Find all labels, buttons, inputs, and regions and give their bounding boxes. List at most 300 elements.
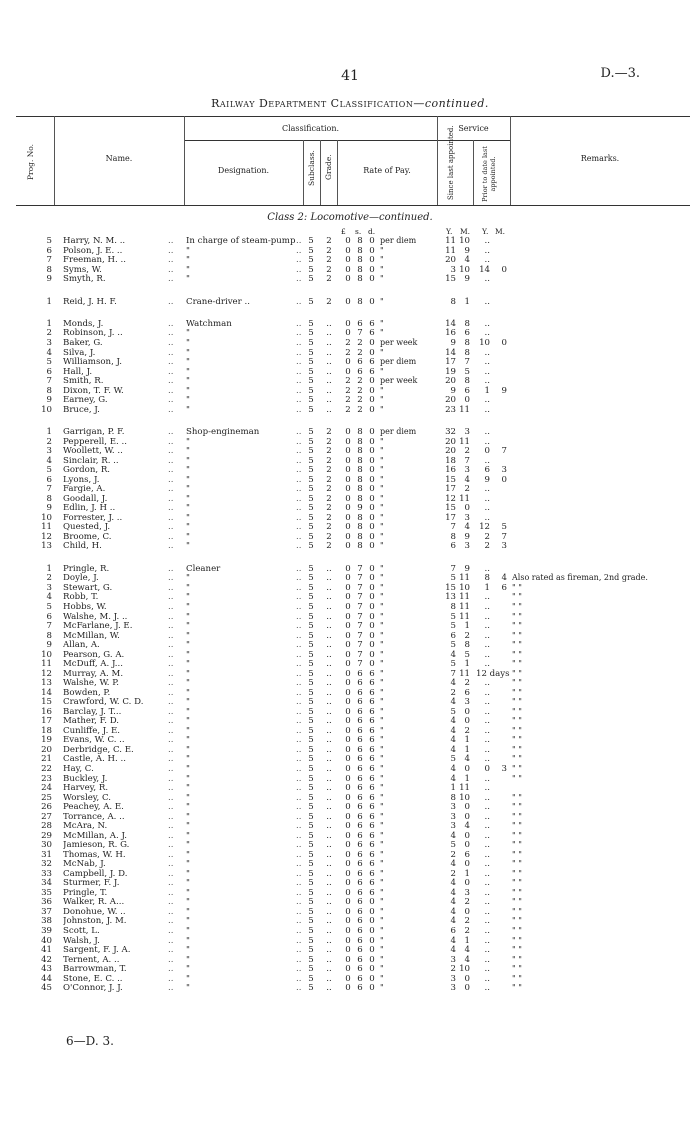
rate-unit-cell: " <box>380 849 384 859</box>
grade-cell: .. <box>326 602 332 612</box>
service-years-cell: 20 <box>445 446 456 457</box>
subclass-cell: 5 <box>308 503 314 514</box>
table-row <box>0 802 700 812</box>
rate-unit-cell: " <box>380 630 384 640</box>
remarks-cell: " " <box>512 735 522 745</box>
table-row <box>0 907 700 917</box>
prog-no-cell: 39 <box>41 926 52 936</box>
name-cell: Edlin, J. H .. <box>63 503 116 514</box>
grade-cell: .. <box>326 376 332 387</box>
grade-cell: .. <box>326 611 332 622</box>
shillings-cell: 2 <box>357 338 363 348</box>
prog-no-cell: 18 <box>41 725 52 736</box>
prog-no-cell: 2 <box>46 328 52 339</box>
table-row <box>0 494 700 504</box>
prog-no-cell: 44 <box>41 973 52 984</box>
table-row <box>0 945 700 955</box>
service-months-cell: 0 <box>464 859 470 870</box>
shillings-cell: 6 <box>357 725 363 736</box>
name-cell: McDuff, A. J... <box>63 659 123 670</box>
service-months-cell: 11 <box>459 573 470 584</box>
service-years-cell: 5 <box>450 640 456 651</box>
prog-no-cell: 15 <box>41 697 52 708</box>
designation-cell: " <box>186 328 190 339</box>
classification-header: Classification. <box>281 124 340 133</box>
remarks-cell: " " <box>512 821 522 831</box>
prog-no-cell: 31 <box>41 849 52 860</box>
pounds-cell: 0 <box>345 706 351 717</box>
prior-years-cell: .. <box>484 427 490 438</box>
name-cell: McMillan, W. <box>63 630 120 641</box>
pounds-cell: 0 <box>345 983 351 994</box>
prior-years-cell: .. <box>484 404 490 415</box>
leader-dots: .. <box>296 935 302 946</box>
service-years-cell: 11 <box>445 236 456 246</box>
pounds-cell: 0 <box>345 328 351 339</box>
remarks-cell: " " <box>512 802 522 812</box>
grade-cell: .. <box>326 744 332 755</box>
shillings-cell: 6 <box>357 906 363 917</box>
prog-no-cell: 3 <box>46 446 52 457</box>
service-months-cell: 0 <box>464 764 470 774</box>
unit-month: M. <box>460 227 471 236</box>
leader-dots: .. <box>296 446 302 457</box>
service-months-cell: 11 <box>459 592 470 603</box>
shillings-cell: 6 <box>357 366 363 377</box>
prog-no-cell: 5 <box>46 465 52 476</box>
table-row <box>0 405 700 415</box>
service-months-cell: 2 <box>464 484 470 495</box>
service-years-cell: 3 <box>450 973 456 984</box>
service-years-cell: 20 <box>445 395 456 406</box>
pence-cell: 0 <box>369 347 375 358</box>
pence-cell: 0 <box>369 630 375 641</box>
title-main: Railway Department Classification <box>211 97 414 110</box>
leader-dots: .. <box>296 427 302 438</box>
grade-cell: 2 <box>326 522 332 533</box>
grade-cell: .. <box>326 783 332 793</box>
leader-dots: .. <box>296 264 302 275</box>
designation-cell: " <box>186 446 190 457</box>
designation-cell: " <box>186 602 190 612</box>
designation-cell: " <box>186 264 190 275</box>
rate-unit-cell: " <box>380 954 384 964</box>
prog-no-cell: 43 <box>41 964 52 975</box>
rate-unit-cell: " <box>380 541 384 551</box>
remarks-cell: " " <box>512 878 522 888</box>
leader-dots: .. <box>168 783 174 793</box>
grade-cell: .. <box>326 592 332 603</box>
prior-to-header: Prior to date last appointed. <box>481 146 497 202</box>
prog-no-cell: 26 <box>41 802 52 813</box>
pence-cell: 0 <box>369 274 375 285</box>
pence-cell: 0 <box>369 376 375 387</box>
prior-months-cell: 9 <box>501 385 507 396</box>
pounds-cell: 0 <box>345 484 351 495</box>
prog-no-cell: 30 <box>41 840 52 851</box>
designation-cell: " <box>186 687 190 698</box>
pence-cell: 6 <box>369 668 375 679</box>
rate-unit-cell: " <box>380 859 384 869</box>
table-row <box>0 541 700 551</box>
grade-cell: 2 <box>326 446 332 457</box>
prior-years-cell: .. <box>484 926 490 936</box>
table-row <box>0 716 700 726</box>
designation-cell: " <box>186 659 190 670</box>
leader-dots: .. <box>168 973 174 984</box>
service-months-cell: 7 <box>464 455 470 466</box>
leader-dots: .. <box>296 954 302 965</box>
leader-dots: .. <box>296 887 302 898</box>
remarks-cell: " " <box>512 582 522 592</box>
subclass-cell: 5 <box>308 296 314 307</box>
leader-dots: .. <box>296 659 302 670</box>
designation-cell: Shop-engineman <box>186 427 260 438</box>
service-months-cell: 9 <box>464 563 470 574</box>
remarks-cell: " " <box>512 659 522 669</box>
rate-unit-cell: " <box>380 493 384 503</box>
prior-years-cell: .. <box>484 236 490 246</box>
pounds-cell: 0 <box>345 773 351 784</box>
rate-unit-cell: " <box>380 945 384 954</box>
table-row <box>0 446 700 456</box>
designation-cell: " <box>186 811 190 822</box>
grade-cell: .. <box>326 811 332 822</box>
leader-dots: .. <box>168 512 174 523</box>
pounds-cell: 0 <box>345 754 351 765</box>
pence-cell: 0 <box>369 611 375 622</box>
rate-of-pay-header: Rate of Pay. <box>363 166 411 175</box>
table-row <box>0 735 700 745</box>
name-cell: Woollett, W. .. <box>63 446 123 457</box>
shillings-cell: 6 <box>357 706 363 717</box>
rate-unit-cell: " <box>380 811 384 821</box>
service-months-cell: 6 <box>464 385 470 396</box>
pence-cell: 0 <box>369 296 375 307</box>
service-months-cell: 0 <box>464 973 470 984</box>
pence-cell: 0 <box>369 592 375 603</box>
prior-years-cell: .. <box>484 697 490 708</box>
pence-cell: 6 <box>369 764 375 774</box>
prior-years-cell: .. <box>484 964 490 975</box>
leader-dots: .. <box>168 678 174 689</box>
leader-dots: .. <box>296 973 302 984</box>
pounds-cell: 0 <box>345 455 351 466</box>
remarks-cell: " " <box>512 935 522 945</box>
leader-dots: .. <box>168 465 174 476</box>
col-divider <box>303 140 304 205</box>
table-row <box>0 246 700 256</box>
remarks-cell: " " <box>512 649 522 659</box>
service-years-cell: 19 <box>445 366 456 377</box>
subclass-cell: 5 <box>308 945 314 955</box>
service-months-cell: 1 <box>464 735 470 746</box>
shillings-cell: 6 <box>357 859 363 870</box>
remarks-cell: " " <box>512 764 522 773</box>
table-row <box>0 573 700 583</box>
leader-dots: .. <box>168 916 174 927</box>
pence-cell: 0 <box>369 245 375 256</box>
rate-unit-cell: " <box>380 474 384 484</box>
designation-cell: " <box>186 878 190 889</box>
rate-unit-cell: " <box>380 725 384 735</box>
rate-unit-cell: " <box>380 347 384 357</box>
service-months-cell: 11 <box>459 404 470 415</box>
prog-no-cell: 20 <box>41 744 52 755</box>
prog-no-cell: 6 <box>46 245 52 256</box>
prog-no-cell: 24 <box>41 783 52 793</box>
pounds-cell: 0 <box>345 264 351 275</box>
leader-dots: .. <box>296 630 302 641</box>
pence-cell: 6 <box>369 687 375 698</box>
prior-years-cell: .. <box>484 735 490 746</box>
remarks-cell: " " <box>512 640 522 650</box>
table-row <box>0 602 700 612</box>
subclass-cell: 5 <box>308 668 314 679</box>
prog-no-cell: 1 <box>46 427 52 438</box>
remarks-cell: " " <box>512 754 522 764</box>
pounds-cell: 0 <box>345 436 351 447</box>
col-divider <box>320 140 321 205</box>
prior-years-cell: .. <box>484 602 490 612</box>
grade-cell: .. <box>326 318 332 329</box>
leader-dots: .. <box>296 573 302 584</box>
designation-cell: " <box>186 735 190 746</box>
name-cell: Bruce, J. <box>63 404 100 415</box>
grade-cell: 2 <box>326 264 332 275</box>
shillings-cell: 6 <box>357 811 363 822</box>
leader-dots: .. <box>296 926 302 936</box>
service-years-cell: 20 <box>445 376 456 387</box>
service-years-cell: 4 <box>450 744 456 755</box>
since-last-header: Since last appointed. <box>447 125 455 200</box>
table-row <box>0 831 700 841</box>
subclass-cell: 5 <box>308 347 314 358</box>
leader-dots: .. <box>168 706 174 717</box>
pounds-cell: 0 <box>345 916 351 927</box>
rate-unit-cell: " <box>380 935 384 945</box>
service-months-cell: 6 <box>464 849 470 860</box>
prior-years-cell: .. <box>484 811 490 822</box>
service-years-cell: 5 <box>450 573 456 584</box>
leader-dots: .. <box>168 395 174 406</box>
prior-years-cell: 6 <box>484 465 490 476</box>
remarks-cell: " " <box>512 887 522 897</box>
pence-cell: 0 <box>369 541 375 552</box>
name-cell: McNab, J. <box>63 859 106 870</box>
pence-cell: 0 <box>369 236 375 246</box>
leader-dots: .. <box>296 830 302 841</box>
name-cell: Peachey, A. E. <box>63 802 124 813</box>
shillings-cell: 8 <box>357 484 363 495</box>
service-months-cell: 4 <box>464 821 470 832</box>
designation-cell: " <box>186 916 190 927</box>
rate-unit-cell: " <box>380 296 384 306</box>
table-row <box>0 707 700 717</box>
prog-no-cell: 8 <box>46 493 52 504</box>
prog-no-cell: 7 <box>46 376 52 387</box>
grade-cell: .. <box>326 916 332 927</box>
leader-dots: .. <box>296 563 302 574</box>
name-cell: Castle, A. H. .. <box>63 754 126 765</box>
leader-dots: .. <box>296 395 302 406</box>
title-suffix: —continued. <box>413 97 489 110</box>
grade-cell: 2 <box>326 493 332 504</box>
prior-years-cell: .. <box>484 868 490 879</box>
pounds-cell: 0 <box>345 296 351 307</box>
pence-cell: 0 <box>369 573 375 584</box>
table-row <box>0 688 700 698</box>
designation-cell: " <box>186 906 190 917</box>
name-cell: Baker, G. <box>63 338 103 348</box>
prior-years-cell: .. <box>484 503 490 514</box>
pence-cell: 0 <box>369 455 375 466</box>
prog-no-cell: 11 <box>41 659 52 670</box>
shillings-cell: 6 <box>357 830 363 841</box>
table-row <box>0 583 700 593</box>
leader-dots: .. <box>168 868 174 879</box>
subclass-cell: 5 <box>308 582 314 593</box>
designation-cell: " <box>186 465 190 476</box>
service-months-cell: 10 <box>459 236 470 246</box>
leader-dots: .. <box>168 404 174 415</box>
service-years-cell: 8 <box>450 602 456 612</box>
rate-unit-cell: " <box>380 906 384 916</box>
prog-no-cell: 2 <box>46 573 52 584</box>
service-years-cell: 14 <box>445 347 456 358</box>
leader-dots: .. <box>296 255 302 266</box>
subclass-cell: 5 <box>308 849 314 860</box>
remarks-cell: " " <box>512 592 522 602</box>
table-row <box>0 513 700 523</box>
name-cell: Quested, J. <box>63 522 111 533</box>
leader-dots: .. <box>168 274 174 285</box>
name-header: Name. <box>105 154 133 163</box>
pence-cell: 6 <box>369 328 375 339</box>
pence-cell: 6 <box>369 830 375 841</box>
remarks-cell: " " <box>512 811 522 821</box>
service-years-cell: 17 <box>445 512 456 523</box>
service-years-cell: 20 <box>445 436 456 447</box>
grade-cell: .. <box>326 906 332 917</box>
designation-cell: " <box>186 630 190 641</box>
table-row <box>0 522 700 532</box>
service-months-cell: 2 <box>464 678 470 689</box>
grade-cell: .. <box>326 357 332 367</box>
header-top-rule <box>16 116 690 117</box>
rate-unit-cell: " <box>380 264 384 274</box>
service-years-cell: 2 <box>450 849 456 860</box>
grade-cell: 2 <box>326 541 332 552</box>
prog-no-cell: 9 <box>46 640 52 651</box>
table-row <box>0 357 700 367</box>
leader-dots: .. <box>296 640 302 651</box>
remarks-header: Remarks. <box>580 154 620 163</box>
leader-dots: .. <box>168 338 174 348</box>
prior-months-cell: 3 <box>501 764 507 774</box>
rate-unit-cell: " <box>380 783 384 792</box>
leader-dots: .. <box>168 318 174 329</box>
subclass-cell: 5 <box>308 697 314 708</box>
subclass-cell: 5 <box>308 887 314 898</box>
prog-no-cell: 7 <box>46 621 52 631</box>
leader-dots: .. <box>296 338 302 348</box>
grade-cell: .. <box>326 328 332 339</box>
pence-cell: 6 <box>369 859 375 870</box>
prog-no-cell: 23 <box>41 773 52 784</box>
service-years-cell: 3 <box>450 983 456 994</box>
pence-cell: 0 <box>369 649 375 660</box>
table-row <box>0 592 700 602</box>
pounds-cell: 0 <box>345 735 351 746</box>
prior-months-cell: 0 <box>501 264 507 275</box>
name-cell: Sargent, F. J. A. <box>63 945 131 955</box>
service-years-cell: 17 <box>445 484 456 495</box>
service-years-cell: 5 <box>450 706 456 717</box>
service-months-cell: 4 <box>464 522 470 533</box>
name-cell: Fargie, A. <box>63 484 106 495</box>
designation-cell: " <box>186 385 190 396</box>
shillings-cell: 6 <box>357 668 363 679</box>
rate-unit-cell: " <box>380 318 384 328</box>
page-number: 41 <box>341 68 359 84</box>
grade-cell: .. <box>326 935 332 946</box>
designation-cell: " <box>186 649 190 660</box>
table-row <box>0 255 700 265</box>
pounds-cell: 0 <box>345 630 351 641</box>
shillings-cell: 2 <box>357 385 363 396</box>
subclass-cell: 5 <box>308 318 314 329</box>
subclass-cell: 5 <box>308 455 314 466</box>
table-row <box>0 983 700 993</box>
service-years-cell: 4 <box>450 859 456 870</box>
service-years-cell: 3 <box>450 954 456 965</box>
designation-cell: Cleaner <box>186 563 221 574</box>
service-months-cell: 8 <box>464 640 470 651</box>
pence-cell: 0 <box>369 512 375 523</box>
leader-dots: .. <box>296 649 302 660</box>
rate-unit-cell: " <box>380 503 384 513</box>
service-months-cell: 2 <box>464 926 470 936</box>
service-months-cell: 2 <box>464 725 470 736</box>
remarks-cell: " " <box>512 973 522 983</box>
prog-no-cell: 45 <box>41 983 52 994</box>
prog-no-cell: 5 <box>46 602 52 612</box>
grade-cell: .. <box>326 678 332 689</box>
subclass-cell: 5 <box>308 531 314 542</box>
pence-cell: 0 <box>369 916 375 927</box>
unit-year: Y. <box>446 227 453 236</box>
designation-cell: " <box>186 983 190 994</box>
pounds-cell: 0 <box>345 897 351 908</box>
name-cell: Ternent, A. .. <box>63 954 120 965</box>
designation-cell: " <box>186 973 190 984</box>
service-months-cell: 0 <box>464 830 470 841</box>
remarks-cell: " " <box>512 830 522 840</box>
pence-cell: 0 <box>369 582 375 593</box>
service-years-cell: 8 <box>450 531 456 542</box>
rate-unit-cell: " <box>380 455 384 465</box>
name-cell: Walsh, J. <box>63 935 100 946</box>
leader-dots: .. <box>296 725 302 736</box>
service-years-cell: 15 <box>445 274 456 285</box>
prior-years-cell: .. <box>484 887 490 898</box>
grade-cell: 2 <box>326 255 332 266</box>
pence-cell: 6 <box>369 697 375 708</box>
shillings-cell: 7 <box>357 659 363 670</box>
subclass-cell: 5 <box>308 541 314 552</box>
shillings-cell: 2 <box>357 347 363 358</box>
